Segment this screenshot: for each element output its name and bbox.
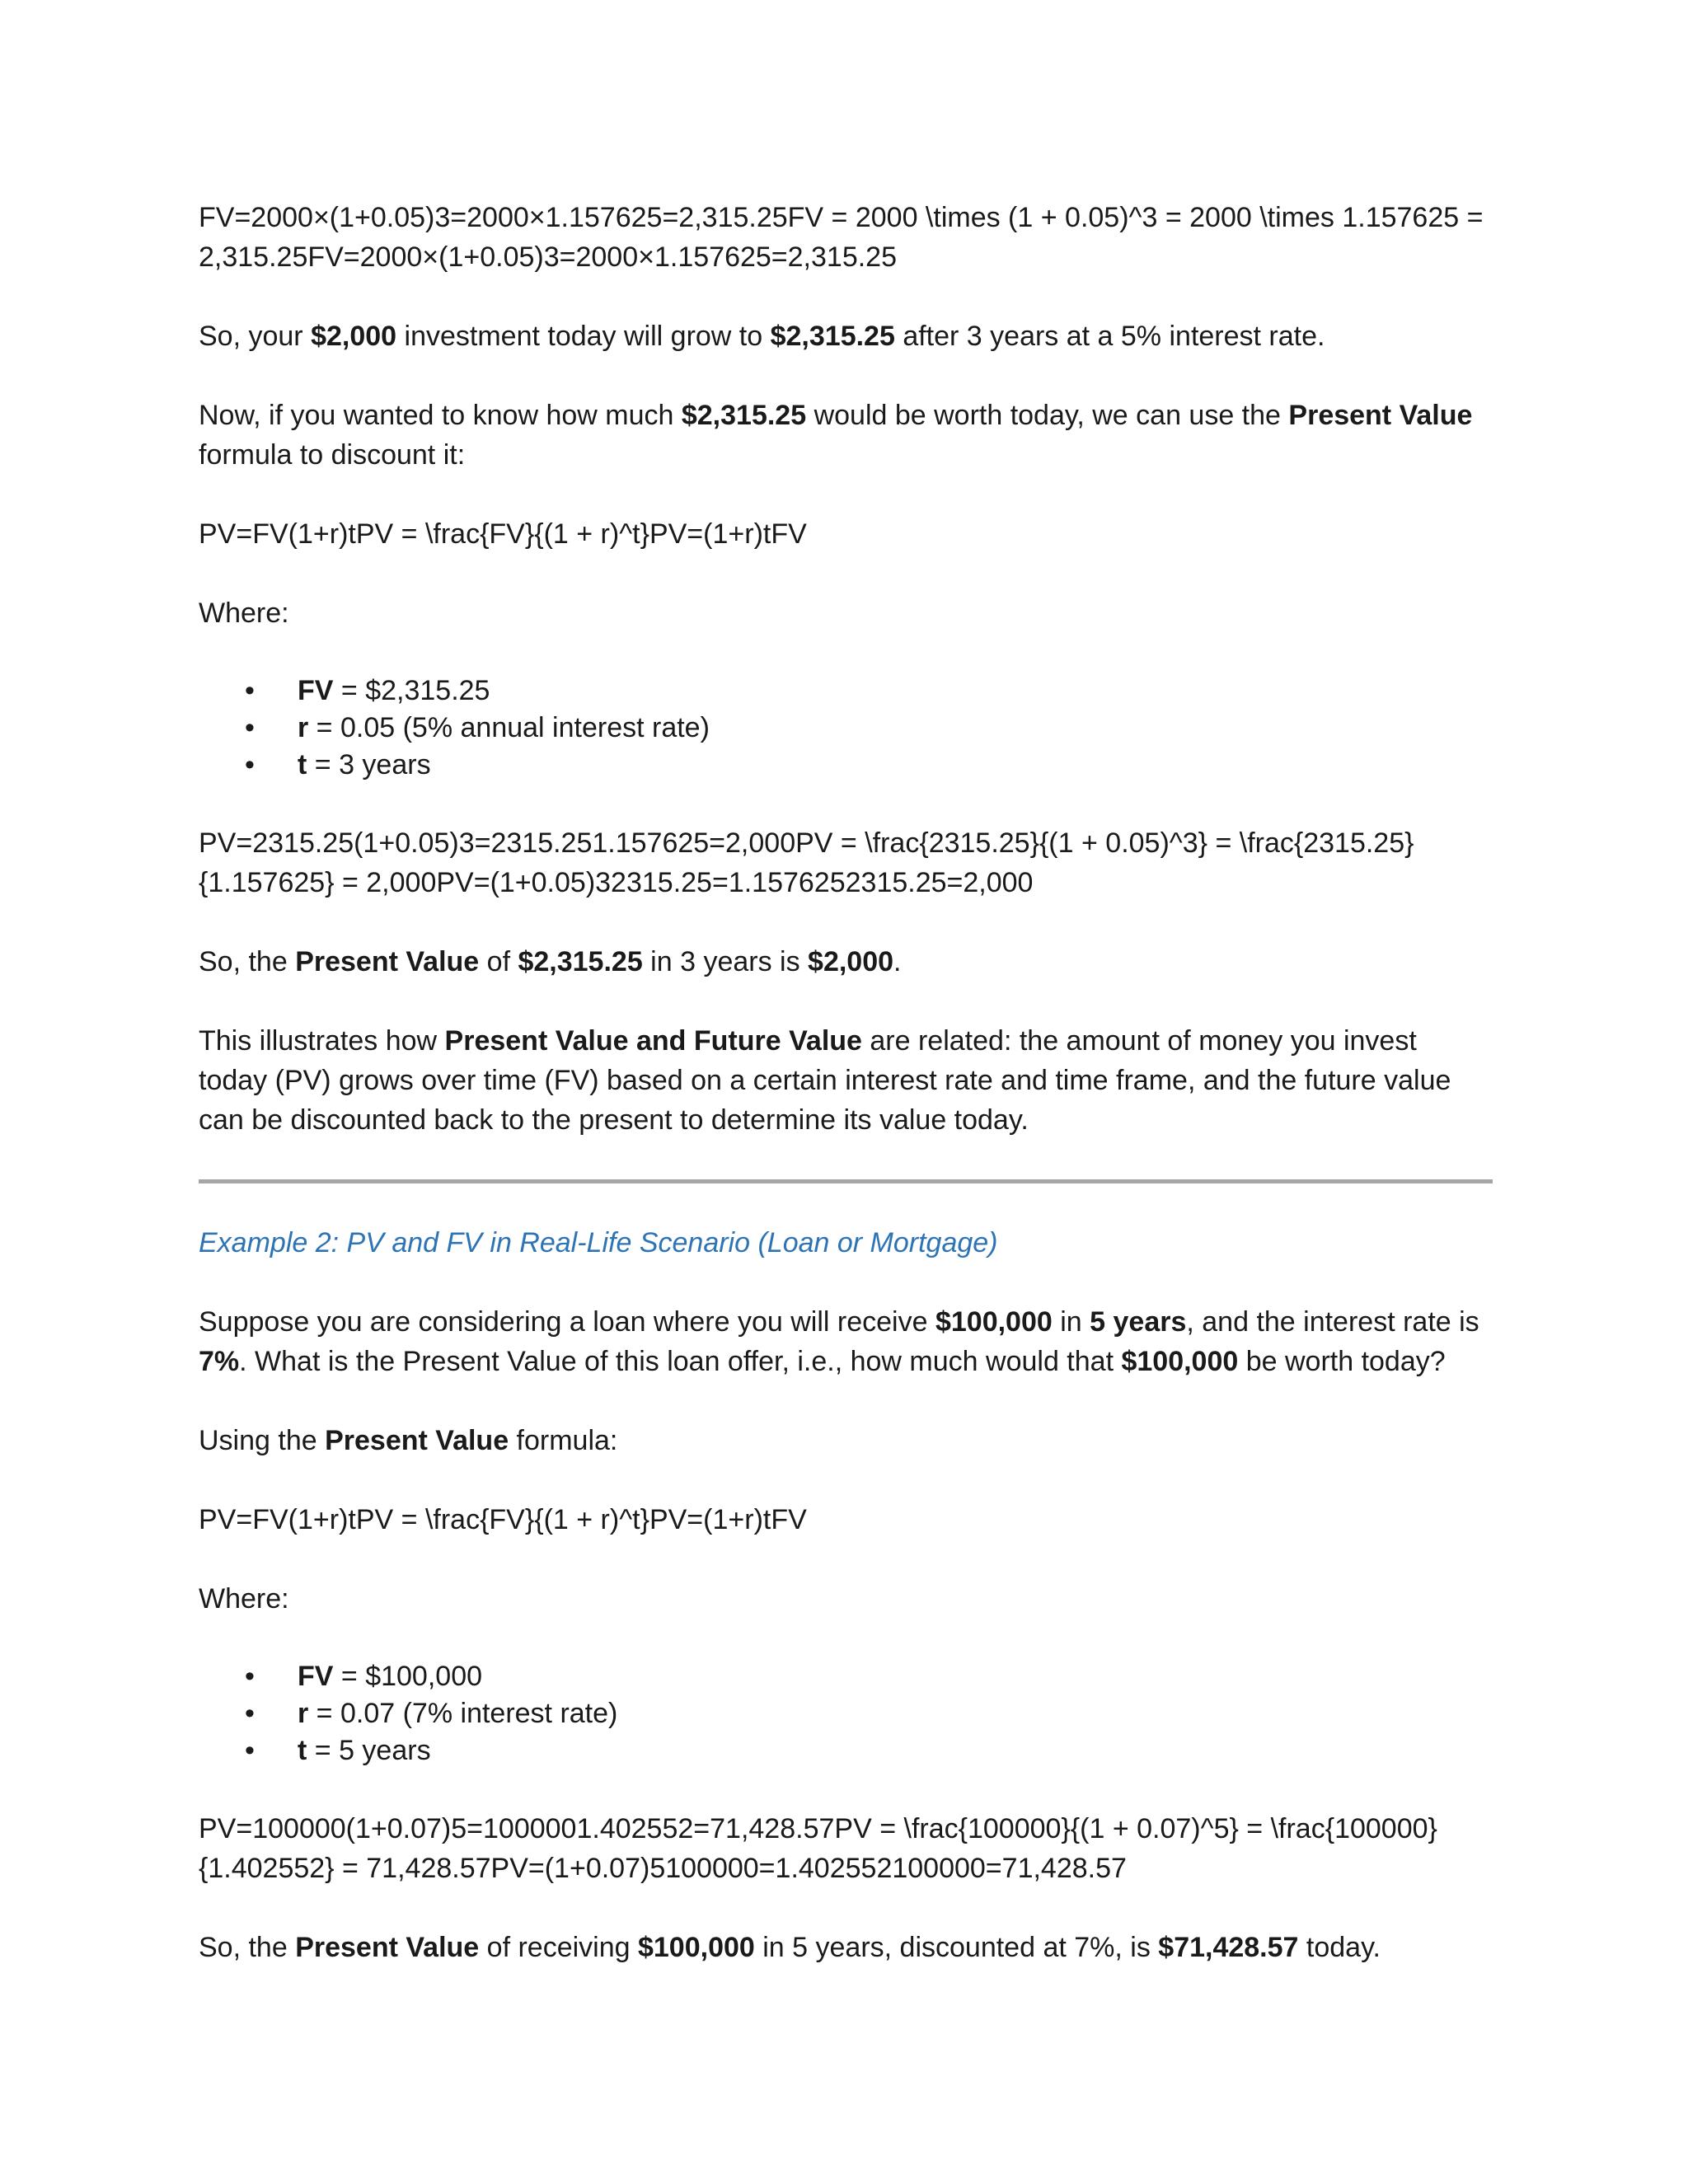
bullet-icon: • [245, 1735, 255, 1766]
using-formula-paragraph: Using the Present Value formula: [199, 1425, 618, 1456]
present-value-result-paragraph-2: So, the Present Value of receiving $100,000 in 5 years, discounted at 7%, is $71,428.57 today. [199, 1932, 1381, 1963]
bullet-icon: • [245, 1698, 255, 1729]
pv-calculation-line: PV=2315.25(1+0.05)3=2315.251.157625=2,000PV = \frac{2315.25}{(1 + 0.05)^3} = \frac{2315.25}{1.157625} = 2,000PV=(1+0.05)32315.25=1.1576252315.25=2,000 [199, 827, 1414, 898]
document-page [199, 198, 1493, 2007]
example-2-heading: Example 2: PV and FV in Real-Life Scenario (Loan or Mortgage) [199, 1227, 998, 1258]
variables-list-2 [199, 1658, 1493, 1769]
bullet-icon: • [245, 712, 255, 743]
section-divider [199, 1179, 1493, 1183]
bullet-icon: • [245, 1661, 255, 1692]
pv-formula-line: PV=FV(1+r)tPV = \frac{FV}{(1 + r)^t}PV=(1+r)tFV [199, 518, 807, 550]
bullet-icon: • [245, 675, 255, 706]
list-item: • r = 0.05 (5% annual interest rate) [199, 710, 1493, 747]
bullet-icon: • [245, 749, 255, 780]
fv-formula-line: FV=2000×(1+0.05)3=2000×1.157625=2,315.25FV = 2000 \times (1 + 0.05)^3 = 2000 \times 1.157625 = 2,315.25FV=2000×(1+0.05)3=2000×1.157625=2,315.25 [199, 202, 1484, 273]
where-label: Where: [199, 598, 289, 629]
list-item: • FV = $2,315.25 [199, 673, 1493, 710]
variables-list [199, 673, 1493, 784]
list-item: • r = 0.07 (7% interest rate) [199, 1695, 1493, 1732]
pv-formula-line-2: PV=FV(1+r)tPV = \frac{FV}{(1 + r)^t}PV=(1+r)tFV [199, 1504, 807, 1535]
pv-fv-relationship-paragraph: This illustrates how Present Value and Future Value are related: the amount of money you invest today (PV) grows over time (FV) based on a certain interest rate and time frame, and the future value can be discounted back to the present to determine its value today. [199, 1025, 1451, 1136]
present-value-result-paragraph: So, the Present Value of $2,315.25 in 3 years is $2,000. [199, 946, 902, 977]
list-item: • FV = $100,000 [199, 1658, 1493, 1695]
loan-scenario-paragraph: Suppose you are considering a loan where you will receive $100,000 in 5 years, and the interest rate is 7%. What is the Present Value of this loan offer, i.e., how much would that $100,000 be worth today? [199, 1306, 1479, 1377]
list-item: • t = 5 years [199, 1732, 1493, 1769]
list-item: • t = 3 years [199, 747, 1493, 784]
investment-growth-paragraph: So, your $2,000 investment today will grow to $2,315.25 after 3 years at a 5% interest rate. [199, 321, 1325, 352]
discount-intro-paragraph: Now, if you wanted to know how much $2,315.25 would be worth today, we can use the Present Value formula to discount it: [199, 400, 1473, 471]
where-label-2: Where: [199, 1583, 289, 1615]
pv-calculation-line-2: PV=100000(1+0.07)5=1000001.402552=71,428.57PV = \frac{100000}{(1 + 0.07)^5} = \frac{100000}{1.402552} = 71,428.57PV=(1+0.07)5100000=1.402552100000=71,428.57 [199, 1813, 1437, 1884]
